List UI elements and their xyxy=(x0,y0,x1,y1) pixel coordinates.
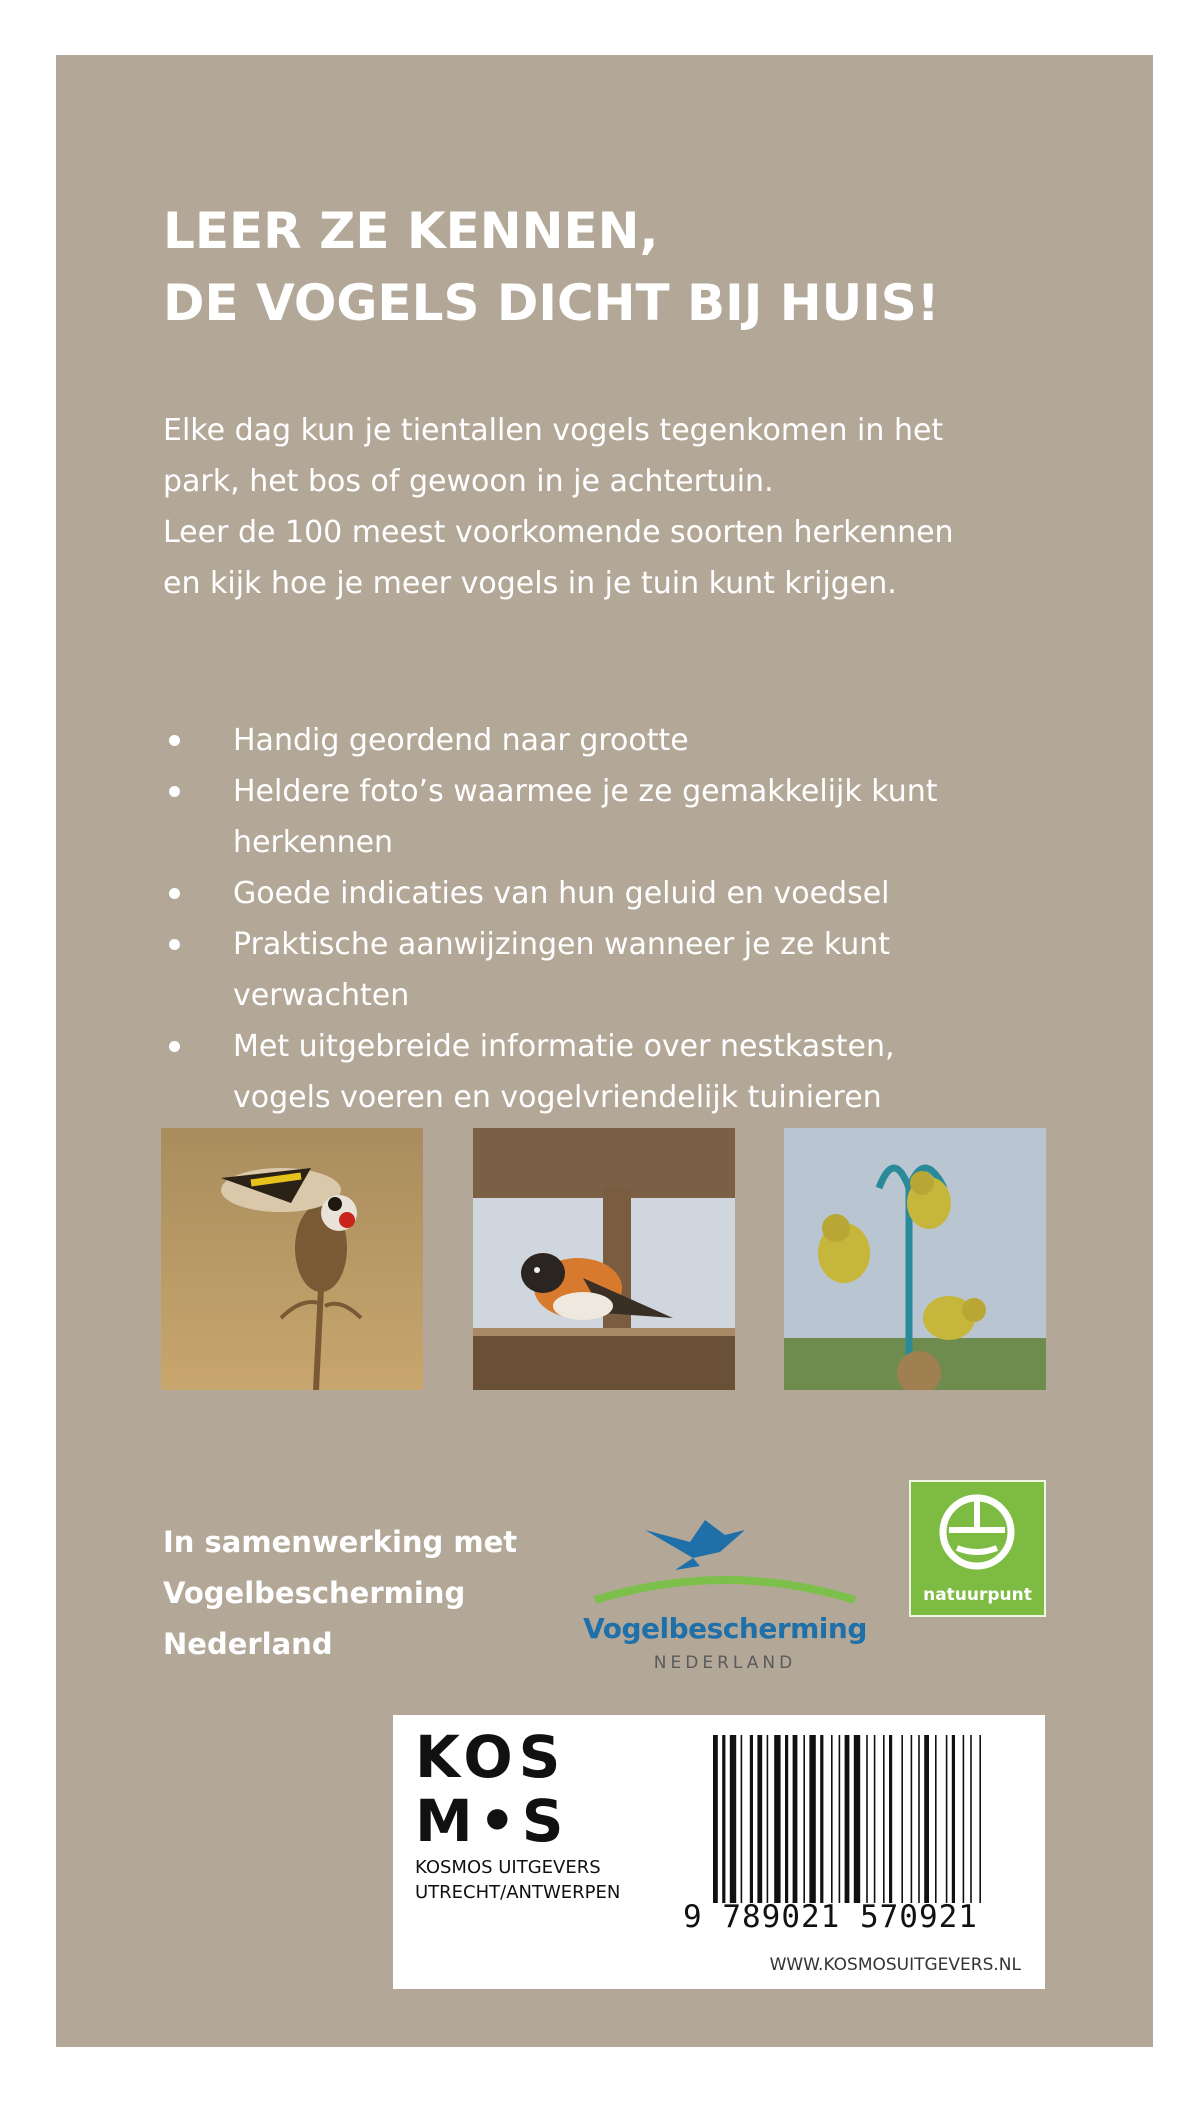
publisher-line: UTRECHT/ANTWERPEN xyxy=(415,1882,621,1903)
bird-logo-icon xyxy=(575,1480,875,1610)
feature-item: Handig geordend naar grootte xyxy=(163,715,1103,766)
headline-line: LEER ZE KENNEN, xyxy=(163,202,659,260)
brambling-photo xyxy=(473,1128,735,1390)
barcode-bar xyxy=(809,1735,815,1903)
barcode-bar xyxy=(854,1735,860,1903)
bullet-icon xyxy=(169,888,180,899)
barcode-bar xyxy=(935,1735,937,1903)
partnership-line: Nederland xyxy=(163,1627,333,1661)
back-cover xyxy=(56,55,1153,2047)
partnership-text xyxy=(163,1517,583,1670)
bullet-icon xyxy=(169,939,180,950)
feature-list xyxy=(163,715,1103,1123)
barcode-bar xyxy=(839,1735,841,1903)
barcode-bar xyxy=(741,1735,743,1903)
barcode-bar xyxy=(963,1735,965,1903)
publisher-website: WWW.KOSMOSUITGEVERS.NL xyxy=(769,1955,1021,1975)
barcode-bar xyxy=(793,1735,798,1903)
barcode-bar xyxy=(750,1735,753,1903)
intro-line: park, het bos of gewoon in je achtertuin. xyxy=(163,464,774,499)
kosmos-logo-line: KOS xyxy=(415,1723,567,1791)
barcode-bar xyxy=(889,1735,892,1903)
barcode-bar xyxy=(845,1735,850,1903)
barcode-bar xyxy=(785,1735,788,1903)
vogelbescherming-subtitle: NEDERLAND xyxy=(653,1653,797,1673)
intro-line: en kijk hoe je meer vogels in je tuin kunt krijgen. xyxy=(163,566,897,601)
barcode-bar xyxy=(970,1735,972,1903)
goldfinch-photo xyxy=(161,1128,423,1390)
intro-paragraph xyxy=(163,405,1103,609)
barcode-bar xyxy=(803,1735,805,1903)
headline-line: DE VOGELS DICHT BIJ HUIS! xyxy=(163,274,940,332)
isbn-number: 9 789021 570921 xyxy=(683,1899,978,1935)
greenfinch-photo xyxy=(784,1128,1046,1390)
barcode-bar xyxy=(866,1735,868,1903)
feature-item: Praktische aanwijzingen wanneer je ze kunt verwachten xyxy=(163,919,1103,1021)
feature-item: Met uitgebreide informatie over nestkasten, vogels voeren en vogelvriendelijk tuinieren xyxy=(163,1021,1103,1123)
partnership-line: In samenwerking met xyxy=(163,1525,518,1559)
natuurpunt-globe-icon xyxy=(911,1482,1044,1582)
barcode-bar xyxy=(924,1735,929,1903)
natuurpunt-logo xyxy=(909,1480,1046,1617)
barcode-bar xyxy=(831,1735,833,1903)
barcode-bar xyxy=(911,1735,913,1903)
vogelbescherming-logo xyxy=(575,1480,875,1680)
barcode-bar xyxy=(883,1735,885,1903)
barcode-bar xyxy=(979,1735,981,1903)
barcode-bar xyxy=(767,1735,769,1903)
barcode-bar xyxy=(713,1735,718,1903)
bullet-icon xyxy=(169,1041,180,1052)
partnership-line: Vogelbescherming xyxy=(163,1576,466,1610)
barcode-bar xyxy=(952,1735,955,1903)
publisher-barcode-box xyxy=(393,1715,1045,1989)
barcode-bar xyxy=(918,1735,920,1903)
barcode-bar xyxy=(757,1735,762,1903)
barcode-bar xyxy=(820,1735,823,1903)
barcode-bar xyxy=(874,1735,876,1903)
barcode-bar xyxy=(722,1735,725,1903)
publisher-line: KOSMOS UITGEVERS xyxy=(415,1857,601,1878)
natuurpunt-name: natuurpunt xyxy=(923,1585,1032,1605)
bullet-icon xyxy=(169,735,180,746)
intro-line: Elke dag kun je tientallen vogels tegenkomen in het xyxy=(163,413,944,448)
kosmos-logo xyxy=(415,1725,575,1853)
barcode-bar xyxy=(946,1735,948,1903)
bullet-icon xyxy=(169,786,180,797)
kosmos-logo-line: M•S xyxy=(415,1787,570,1855)
vogelbescherming-name: Vogelbescherming xyxy=(583,1612,867,1645)
barcode-icon xyxy=(711,1735,1021,1903)
feature-item: Heldere foto’s waarmee je ze gemakkelijk kunt herkennen xyxy=(163,766,1103,868)
headline xyxy=(163,195,1103,339)
barcode-bar xyxy=(901,1735,903,1903)
intro-line: Leer de 100 meest voorkomende soorten herkennen xyxy=(163,515,954,550)
barcode-bar xyxy=(774,1735,780,1903)
feature-item: Goede indicaties van hun geluid en voedsel xyxy=(163,868,1103,919)
barcode-bar xyxy=(730,1735,736,1903)
publisher-name xyxy=(415,1855,685,1905)
